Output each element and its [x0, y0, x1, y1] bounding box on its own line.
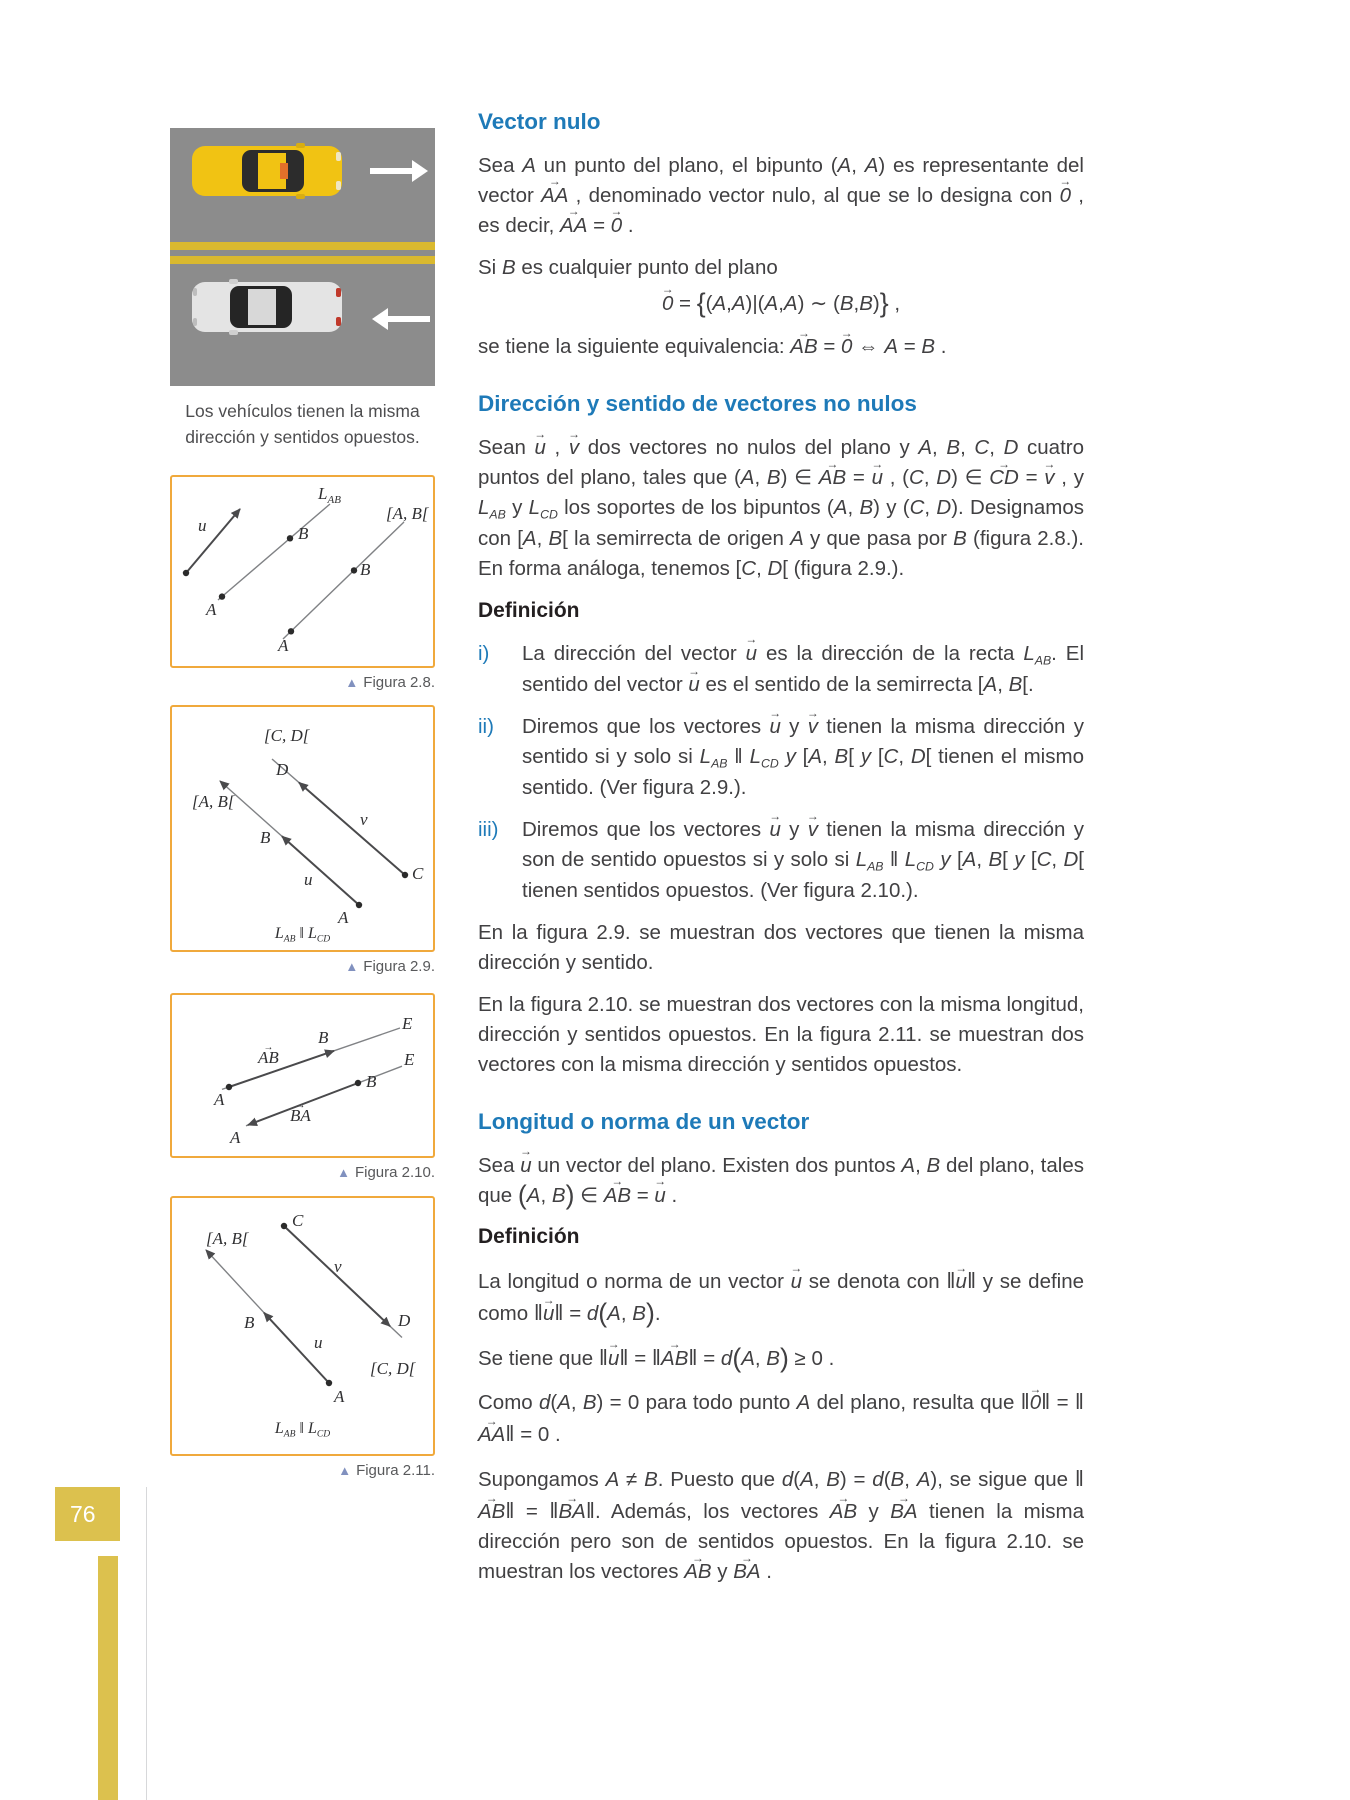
cars-illustration: [170, 128, 435, 386]
cars-figure: [170, 128, 435, 386]
point-label-e: E: [404, 1050, 415, 1069]
point-label-b: B: [260, 828, 271, 847]
item-text: Diremos que los vectores u → y v → tienen la misma dirección y son de sentido opuestos si y solo si $L_{AB}$ ‖ $L_{CD}$ y [A, B[ y [C, D[ tienen sentidos opuestos. (Ver figura 2.10.).: [522, 815, 1084, 906]
vector-label-u: u: [198, 516, 207, 535]
gold-sidebar-bar: [98, 1556, 118, 1800]
item-text: Diremos que los vectores u → y v → tienen la misma dirección y sentido si y solo si $L_{AB}$ ‖ $L_{CD}$ y [A, B[ y [C, D[ tienen el mismo sentido. (Ver figura 2.9.).: [522, 712, 1084, 803]
paragraph: Se tiene que ‖u →‖ = ‖AB →‖ = d(A, B) ≥ 0 .: [478, 1342, 1084, 1374]
paragraph: En la figura 2.9. se muestran dos vectores que tienen la misma dirección y sentido.: [478, 921, 1084, 975]
paragraph: Como d(A, B) = 0 para todo punto A del plano, resulta que ‖0 →‖ = ‖AA →‖ = 0 .: [478, 1386, 1084, 1451]
vector-label-v: v: [360, 810, 368, 829]
point-label-c: C: [412, 864, 424, 883]
caption-triangle-icon: ▲: [345, 675, 359, 690]
page-number: 76: [70, 1500, 96, 1527]
ray-label-ab: [A, B[: [192, 792, 235, 811]
vector-v-arrow: [284, 1226, 390, 1326]
point-label-a: A: [214, 1090, 225, 1109]
paragraph: se tiene la siguiente equivalencia: AB → = 0 → ⇔ A = B .: [478, 332, 1084, 362]
figure-caption: [170, 958, 435, 975]
ray-label-ab: [A, B[: [206, 1229, 249, 1248]
ray-label-cd: [C, D[: [370, 1359, 416, 1378]
caption-triangle-icon: ▲: [338, 1463, 352, 1478]
point-label-d: D: [276, 760, 289, 779]
figure-2-10: [170, 993, 435, 1158]
figure-2-8: [170, 475, 435, 668]
item-marker: iii): [478, 818, 499, 842]
yellow-car: [192, 143, 342, 199]
definition-item-ii: [478, 712, 1084, 803]
figure-2-10-diagram: [172, 995, 433, 1156]
paragraph: Sean u → , v → dos vectores no nulos del plano y A, B, C, D cuatro puntos del plano, tales que (A, B) ∈ AB → = u → , (C, D) ∈ CD → = v → , y $L_{AB}$ y $L_{CD}$ los soportes de los bipuntos (A, B) y (C, D). Designamos con [A, B[ la semirrecta de origen A y que pasa por B (figura 2.8.). En forma análoga, tenemos [C, D[ (figura 2.9.).: [478, 433, 1084, 584]
definition-item-iii: [478, 815, 1084, 906]
item-marker: i): [478, 641, 490, 665]
section-heading-longitud-norma: Longitud o norma de un vector: [478, 1108, 810, 1134]
item-marker: ii): [478, 714, 494, 738]
figure-caption: [170, 1462, 435, 1479]
caption-triangle-icon: ▲: [337, 1165, 350, 1180]
figure-caption: [170, 1164, 435, 1181]
paragraph: Si B es cualquier punto del plano: [478, 255, 778, 279]
ray-label-ab: [A, B[: [386, 504, 429, 523]
point-label-b: B: [244, 1313, 255, 1332]
equation: 0 → = {(A,A)|(A,A) ∼ (B,B)} ,: [478, 289, 1084, 319]
figure-2-9: [170, 705, 435, 952]
caption-triangle-icon: ▲: [345, 959, 359, 974]
vector-label-ba: BA →: [290, 1107, 311, 1124]
divider-line: [146, 1487, 147, 1800]
point-label-a: A: [206, 600, 217, 619]
road-line: [170, 242, 435, 250]
point-label-b: B: [366, 1072, 377, 1091]
silver-car: [192, 279, 342, 335]
vector-label-u: u: [314, 1333, 323, 1352]
line-label-lab: $L_{AB}$: [318, 484, 341, 506]
main-text-column: [478, 106, 1084, 1599]
caption-text: Figura 2.8.: [363, 674, 435, 691]
figure-2-11: [170, 1196, 435, 1456]
definition-label: Definición: [478, 1225, 580, 1249]
vector-u-arrow: [186, 509, 240, 573]
figure-caption: [170, 674, 435, 691]
point-label-c: C: [292, 1211, 304, 1230]
ray-label-cd: [C, D[: [264, 726, 310, 745]
cars-caption: Los vehículos tienen la misma dirección y sentidos opuestos.: [185, 401, 420, 448]
definition-label: Definición: [478, 599, 580, 623]
point-label-b: B: [360, 560, 371, 579]
point-label-b: B: [318, 1028, 329, 1047]
caption-text: Figura 2.11.: [356, 1462, 435, 1479]
vector-label-v: v: [334, 1257, 342, 1276]
point-label-e: E: [402, 1014, 413, 1033]
caption-text: Figura 2.10.: [354, 1164, 435, 1181]
section-heading-vector-nulo: Vector nulo: [478, 109, 601, 134]
paragraph: Sea u → un vector del plano. Existen dos puntos A, B del plano, tales que (A, B) ∈ AB → = u → .: [478, 1151, 1084, 1211]
point-label-b: B: [298, 524, 309, 543]
road-line: [170, 256, 435, 264]
point-label-a: A: [338, 908, 349, 927]
point-label-a: A: [278, 636, 289, 655]
vector-u-arrow: [282, 836, 359, 905]
vector-label-u: u: [304, 870, 313, 889]
definition-item-i: [478, 639, 1084, 700]
paragraph: La longitud o norma de un vector u → se denota con ‖u →‖ y se define como ‖u →‖ = d(A, B).: [478, 1265, 1084, 1330]
line-lab: [218, 504, 330, 600]
vector-v-arrow: [299, 783, 405, 876]
parallel-note: $L_{AB}$ ‖ $L_{CD}$: [274, 925, 331, 945]
paragraph: Supongamos A ≠ B. Puesto que d(A, B) = d(B, A), se sigue que ‖AB →‖ = ‖BA →‖. Además, los vectores AB → y BA → tienen la misma dirección pero son de sentidos opuestos. En la figura 2.10. se muestran los vectores AB → y BA → .: [478, 1463, 1084, 1587]
point-label-a: A: [230, 1128, 241, 1147]
page-number-badge: [55, 1487, 120, 1541]
vector-label-ab: AB →: [258, 1049, 279, 1066]
parallel-note: $L_{AB}$ ‖ $L_{CD}$: [274, 1420, 331, 1440]
vector-ab-arrow: [229, 1051, 334, 1087]
section-heading-direccion-sentido: Dirección y sentido de vectores no nulos: [478, 391, 917, 417]
paragraph: Sea A un punto del plano, el bipunto (A, A) es representante del vector AA → , denominado vector nulo, al que se lo designa con 0 → , es decir, AA → = 0 → .: [478, 151, 1084, 241]
point-label-a: A: [334, 1387, 345, 1406]
item-text: La dirección del vector u → es la dirección de la recta $L_{AB}$. El sentido del vector u → es el sentido de la semirrecta [A, B[.: [522, 639, 1084, 700]
caption-text: Figura 2.9.: [363, 958, 435, 975]
paragraph: En la figura 2.10. se muestran dos vectores con la misma longitud, dirección y sentidos opuestos. En la figura 2.11. se muestran dos vectores con la misma dirección y sentidos opuestos.: [478, 993, 1084, 1076]
point-label-d: D: [398, 1311, 411, 1330]
